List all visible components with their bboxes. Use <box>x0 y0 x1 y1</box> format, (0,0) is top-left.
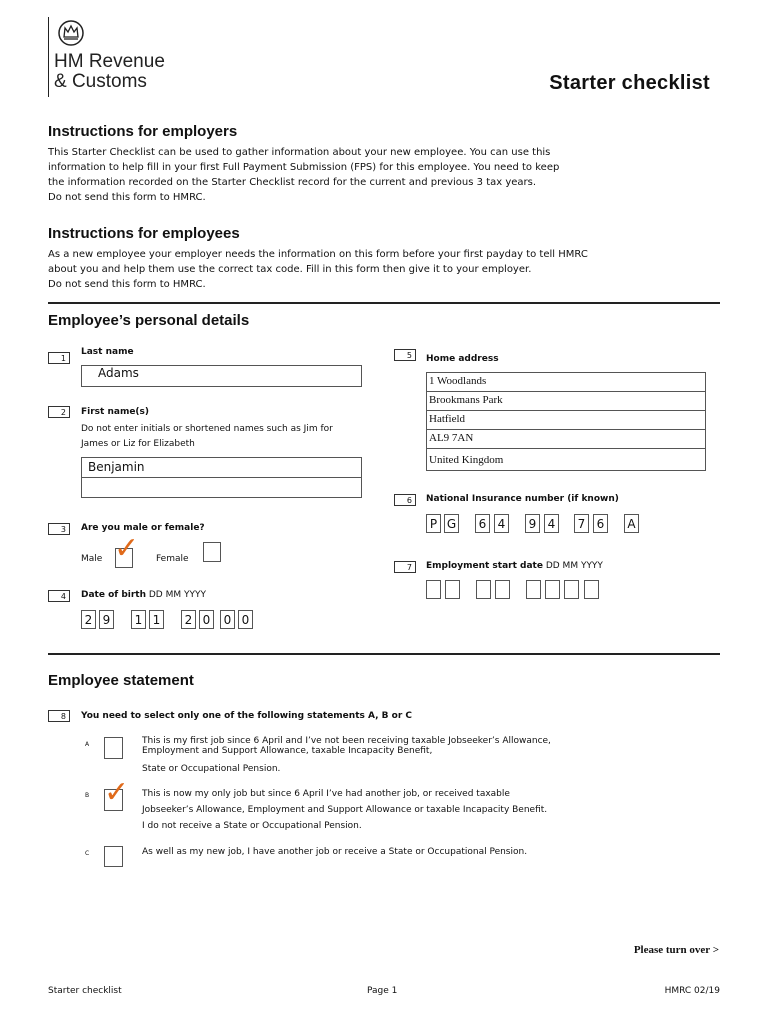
start-date-label-text: Employment start date <box>426 561 543 571</box>
address-line[interactable]: Brookmans Park <box>427 392 705 411</box>
statement-b-text <box>142 786 602 834</box>
start-date-cell[interactable] <box>584 580 599 599</box>
question-number: 7 <box>394 561 416 573</box>
royal-crest-icon <box>56 19 86 47</box>
first-name-field[interactable]: Benjamin <box>81 457 362 478</box>
dob-cell[interactable]: 9 <box>99 610 114 629</box>
statement-a-checkbox[interactable] <box>104 737 123 759</box>
statement-line: Jobseeker’s Allowance, Employment and Support Allowance or taxable Incapacity Benefit. <box>142 805 548 815</box>
ni-cell[interactable]: A <box>624 514 639 533</box>
employers-heading: Instructions for employers <box>48 123 238 140</box>
address-line[interactable]: Hatfield <box>427 411 705 430</box>
personal-details-heading: Employee’s personal details <box>48 312 250 329</box>
hint-line: Do not enter initials or shortened names such as Jim for <box>81 424 333 434</box>
statement-letter-a: A <box>85 741 90 748</box>
question-number: 5 <box>394 349 416 361</box>
dob-label <box>81 590 206 600</box>
employers-line: the information recorded on the Starter Checklist record for the current and previous 3 tax years. <box>48 177 537 188</box>
employee-statement-heading: Employee statement <box>48 672 194 689</box>
employers-line: Do not send this form to HMRC. <box>48 192 206 203</box>
dob-cell[interactable]: 1 <box>149 610 164 629</box>
employees-instructions <box>48 247 608 292</box>
question-number: 3 <box>48 523 70 535</box>
statement-letter-c: C <box>85 850 90 857</box>
section-divider <box>48 653 720 655</box>
statement-c-text: As well as my new job, I have another job or receive a State or Occupational Pension. <box>142 847 528 857</box>
start-date-cell[interactable] <box>545 580 560 599</box>
dob-label-text: Date of birth <box>81 590 146 600</box>
ni-cell[interactable]: 9 <box>525 514 540 533</box>
logo-divider <box>48 17 49 97</box>
statement-c-checkbox[interactable] <box>104 846 123 867</box>
female-checkbox[interactable] <box>203 542 221 562</box>
home-address-label: Home address <box>426 354 499 364</box>
employees-line: As a new employee your employer needs the information on this form before your first payday to tell HMRC <box>48 249 588 260</box>
start-date-cell[interactable] <box>495 580 510 599</box>
dob-cell[interactable]: 2 <box>181 610 196 629</box>
employers-line: This Starter Checklist can be used to gather information about your new employee. You can use this <box>48 147 551 158</box>
ni-cell[interactable]: 4 <box>494 514 509 533</box>
statement-line: This is now my only job but since 6 April I’ve had another job, or received taxable <box>142 789 510 799</box>
first-name-label: First name(s) <box>81 407 150 417</box>
footer-form-name: Starter checklist <box>48 986 122 996</box>
ni-cell[interactable]: 6 <box>593 514 608 533</box>
female-label: Female <box>156 554 189 564</box>
org-line2: & Customs <box>54 71 147 92</box>
male-label: Male <box>81 554 103 564</box>
statement-line: This is my first job since 6 April and I’ve not been receiving taxable Jobseeker’s Allowance, <box>142 736 551 746</box>
dob-cell[interactable]: 0 <box>238 610 253 629</box>
address-line[interactable]: United Kingdom <box>427 449 705 471</box>
ni-cell[interactable]: G <box>444 514 459 533</box>
checkmark-icon: ✓ <box>114 531 140 566</box>
start-date-cell[interactable] <box>564 580 579 599</box>
org-line1: HM Revenue <box>54 51 165 72</box>
statement-a-text <box>142 736 602 776</box>
start-date-format: DD MM YYYY <box>542 561 603 571</box>
statement-letter-b: B <box>85 792 90 799</box>
hmrc-logo-text <box>54 52 165 92</box>
footer-form-code: HMRC 02/19 <box>664 986 720 996</box>
employers-line: information to help fill in your first Full Payment Submission (FPS) for this employee. You need to keep <box>48 162 560 173</box>
dob-cell[interactable]: 0 <box>220 610 235 629</box>
ni-cell[interactable]: 4 <box>544 514 559 533</box>
footer-page-number: Page 1 <box>367 986 398 996</box>
hint-line: James or Liz for Elizabeth <box>81 439 195 449</box>
checkmark-icon: ✓ <box>104 775 130 810</box>
ni-cell[interactable]: P <box>426 514 441 533</box>
ni-cell[interactable]: 7 <box>574 514 589 533</box>
gender-label: Are you male or female? <box>81 523 205 533</box>
dob-cell[interactable]: 1 <box>131 610 146 629</box>
last-name-field[interactable]: Adams <box>81 365 362 387</box>
employees-line: Do not send this form to HMRC. <box>48 279 206 290</box>
question-number: 2 <box>48 406 70 418</box>
dob-format: DD MM YYYY <box>146 590 206 600</box>
question-number: 1 <box>48 352 70 364</box>
dob-cell[interactable]: 2 <box>81 610 96 629</box>
start-date-label <box>426 561 603 571</box>
page-title: Starter checklist <box>549 72 710 94</box>
address-line[interactable]: AL9 7AN <box>427 430 705 449</box>
start-date-cell[interactable] <box>445 580 460 599</box>
employees-line: about you and help them use the correct tax code. Fill in this form then give it to your employer. <box>48 264 532 275</box>
ni-cell[interactable]: 6 <box>475 514 490 533</box>
question-number: 6 <box>394 494 416 506</box>
employees-heading: Instructions for employees <box>48 225 240 242</box>
last-name-label: Last name <box>81 347 134 357</box>
home-address-field[interactable] <box>426 372 706 471</box>
employers-instructions <box>48 145 608 205</box>
turn-over-link[interactable]: Please turn over > <box>633 944 719 956</box>
statement-line: I do not receive a State or Occupational Pension. <box>142 821 362 831</box>
section-divider <box>48 302 720 304</box>
statement-instruction: You need to select only one of the following statements A, B or C <box>81 711 413 721</box>
first-name-hint <box>81 422 333 452</box>
question-number: 8 <box>48 710 70 722</box>
start-date-cell[interactable] <box>526 580 541 599</box>
dob-cell[interactable]: 0 <box>199 610 214 629</box>
first-name-field-2[interactable] <box>81 477 362 498</box>
start-date-cell[interactable] <box>426 580 441 599</box>
statement-line: State or Occupational Pension. <box>142 764 281 774</box>
ni-number-label: National Insurance number (if known) <box>426 494 619 504</box>
statement-line: Employment and Support Allowance, taxable Incapacity Benefit, <box>142 746 433 756</box>
question-number: 4 <box>48 590 70 602</box>
start-date-cell[interactable] <box>476 580 491 599</box>
address-line[interactable]: 1 Woodlands <box>427 373 705 392</box>
